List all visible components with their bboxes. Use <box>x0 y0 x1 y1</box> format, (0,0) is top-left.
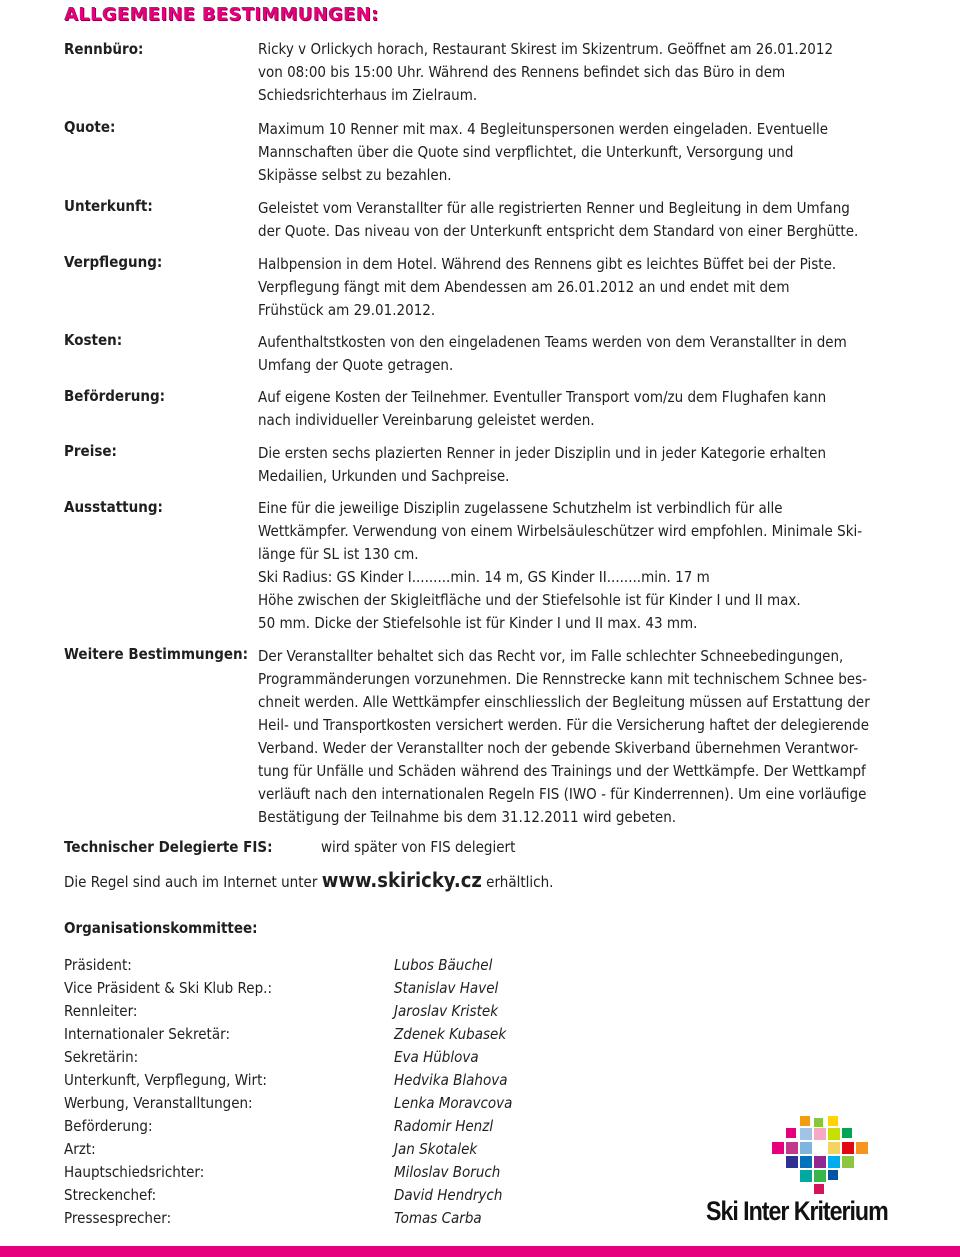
text-line: der Quote. Das niveau von der Unterkunft entspricht dem Standard von einer Berghütte. <box>258 222 859 240</box>
text-line: Verpflegung fängt mit dem Abendessen am 26.01.2012 an und endet mit dem <box>258 278 790 296</box>
website-link[interactable]: www.skiricky.cz <box>321 868 482 892</box>
logo-text: Ski Inter Kriterium <box>706 1196 888 1226</box>
committee-list <box>64 954 584 1230</box>
committee-name: Stanislav Havel <box>394 979 499 997</box>
text-line: Heil- und Transportkosten versichert werden. Für die Versicherung haftet der delegierende <box>258 716 870 734</box>
text-line: Bestätigung der Teilnahme bis dem 31.12.2011 wird gebeten. <box>258 808 677 826</box>
text-line: nach individueller Vereinbarung geleistet werden. <box>258 411 595 429</box>
committee-name: Jaroslav Kristek <box>394 1002 499 1020</box>
section-label-preise: Preise: <box>64 442 117 460</box>
committee-role: Streckenchef: <box>64 1186 157 1204</box>
section-text-quote <box>258 118 888 187</box>
committee-name: Radomir Henzl <box>394 1117 494 1135</box>
text-line: Aufenthaltstkosten von den eingeladenen Teams werden von dem Veranstallter in dem <box>258 333 847 351</box>
text-line: Skipässe selbst zu bezahlen. <box>258 166 452 184</box>
committee-name: Miloslav Boruch <box>394 1163 501 1181</box>
text-line: Halbpension in dem Hotel. Während des Rennens gibt es leichtes Büffet bei der Piste. <box>258 255 837 273</box>
section-text-ausstattung <box>258 497 888 635</box>
committee-role: Werbung, Veranstalltungen: <box>64 1094 253 1112</box>
committee-row <box>64 1092 584 1115</box>
committee-row <box>64 1115 584 1138</box>
committee-name: Hedvika Blahova <box>394 1071 508 1089</box>
committee-role: Arzt: <box>64 1140 96 1158</box>
text-line: Die ersten sechs plazierten Renner in jeder Disziplin und in jeder Kategorie erhalten <box>258 444 827 462</box>
text-line: Ski Radius: GS Kinder I.........min. 14 m, GS Kinder II........min. 17 m <box>258 568 710 586</box>
committee-row <box>64 977 584 1000</box>
text-line: Maximum 10 Renner mit max. 4 Begleitunspersonen werden eingeladen. Eventuelle <box>258 120 829 138</box>
section-label-kosten: Kosten: <box>64 331 123 349</box>
section-label-verpflegung: Verpflegung: <box>64 253 163 271</box>
committee-role: Hauptschiedsrichter: <box>64 1163 205 1181</box>
committee-role: Pressesprecher: <box>64 1209 172 1227</box>
text-line: Eine für die jeweilige Disziplin zugelassene Schutzhelm ist verbindlich für alle <box>258 499 783 517</box>
text-line: Ricky v Orlickych horach, Restaurant Skirest im Skizentrum. Geöffnet am 26.01.2012 <box>258 40 834 58</box>
committee-role: Beförderung: <box>64 1117 153 1135</box>
text-line: Schiedsrichterhaus im Zielraum. <box>258 86 478 104</box>
text-line: Höhe zwischen der Skigleitfläche und der Stiefelsohle ist für Kinder I und II max. <box>258 591 801 609</box>
committee-role: Vice Präsident & Ski Klub Rep.: <box>64 979 272 997</box>
committee-row <box>64 1161 584 1184</box>
section-text-weitere-bestimmungen <box>258 645 888 829</box>
section-text-kosten <box>258 331 888 377</box>
logo-mosaic-icon <box>766 1116 876 1198</box>
section-label-rennbuero: Rennbüro: <box>64 40 144 58</box>
text-line: Der Veranstallter behaltet sich das Recht vor, im Falle schlechter Schneebedingungen, <box>258 647 844 665</box>
section-text-preise <box>258 442 888 488</box>
committee-row <box>64 1023 584 1046</box>
committee-name: Eva Hüblova <box>394 1048 479 1066</box>
committee-row <box>64 1069 584 1092</box>
committee-name: Lubos Bäuchel <box>394 956 493 974</box>
section-text-verpflegung <box>258 253 888 322</box>
internet-suffix: erhältlich. <box>486 873 554 891</box>
text-line: chneit werden. Alle Wettkämpfer einschliesslich der Begleitung müssen auf Erstattung der <box>258 693 870 711</box>
text-line: 50 mm. Dicke der Stiefelsohle ist für Kinder I und II max. 43 mm. <box>258 614 698 632</box>
bottom-accent-bar <box>0 1246 960 1257</box>
committee-row <box>64 1046 584 1069</box>
committee-role: Unterkunft, Verpflegung, Wirt: <box>64 1071 267 1089</box>
committee-row <box>64 1184 584 1207</box>
section-text-befoerderung <box>258 386 888 432</box>
text-line: tung für Unfälle und Schäden während des Trainings und der Wettkämpfe. Der Wettkampf <box>258 762 866 780</box>
internet-line <box>64 868 553 892</box>
technical-delegate-label: Technischer Delegierte FIS: <box>64 838 273 856</box>
committee-name: Jan Skotalek <box>394 1140 478 1158</box>
section-label-ausstattung: Ausstattung: <box>64 498 163 516</box>
committee-name: Lenka Moravcova <box>394 1094 513 1112</box>
internet-prefix: Die Regel sind auch im Internet unter <box>64 873 318 891</box>
committee-role: Rennleiter: <box>64 1002 138 1020</box>
committee-row <box>64 1138 584 1161</box>
text-line: Mannschaften über die Quote sind verpflichtet, die Unterkunft, Versorgung und <box>258 143 794 161</box>
text-line: Frühstück am 29.01.2012. <box>258 301 436 319</box>
section-label-weitere-bestimmungen: Weitere Bestimmungen: <box>64 645 249 663</box>
committee-name: Tomas Carba <box>394 1209 482 1227</box>
text-line: länge für SL ist 130 cm. <box>258 545 419 563</box>
text-line: Wettkämpfer. Verwendung von einem Wirbelsäuleschützer wird empfohlen. Minimale Ski- <box>258 522 863 540</box>
text-line: Medailien, Urkunden und Sachpreise. <box>258 467 510 485</box>
section-label-befoerderung: Beförderung: <box>64 387 166 405</box>
technical-delegate-value: wird später von FIS delegiert <box>321 838 516 856</box>
text-line: Programmänderungen vorzunehmen. Die Rennstrecke kann mit technischem Schnee bes- <box>258 670 868 688</box>
text-line: Auf eigene Kosten der Teilnehmer. Eventuller Transport vom/zu dem Flughafen kann <box>258 388 827 406</box>
section-text-rennbuero <box>258 38 888 107</box>
committee-row <box>64 1000 584 1023</box>
text-line: Geleistet vom Veranstallter für alle registrierten Renner und Begleitung in dem Umfang <box>258 199 850 217</box>
committee-role: Sekretärin: <box>64 1048 139 1066</box>
committee-row <box>64 1207 584 1230</box>
committee-row <box>64 954 584 977</box>
committee-role: Präsident: <box>64 956 132 974</box>
text-line: verläuft nach den internationalen Regeln FIS (IWO - für Kinderrennen). Um eine vorläufige <box>258 785 867 803</box>
text-line: Verband. Weder der Veranstallter noch der gebende Skiverband übernehmen Verantwor- <box>258 739 859 757</box>
committee-name: Zdenek Kubasek <box>394 1025 507 1043</box>
text-line: von 08:00 bis 15:00 Uhr. Während des Rennens befindet sich das Büro in dem <box>258 63 786 81</box>
committee-heading: Organisationskommittee: <box>64 919 258 937</box>
section-label-unterkunft: Unterkunft: <box>64 197 153 215</box>
section-label-quote: Quote: <box>64 118 116 136</box>
page-title: ALLGEMEINE BESTIMMUNGEN: <box>64 4 379 25</box>
section-text-unterkunft <box>258 197 888 243</box>
text-line: Umfang der Quote getragen. <box>258 356 454 374</box>
committee-name: David Hendrych <box>394 1186 503 1204</box>
committee-role: Internationaler Sekretär: <box>64 1025 230 1043</box>
